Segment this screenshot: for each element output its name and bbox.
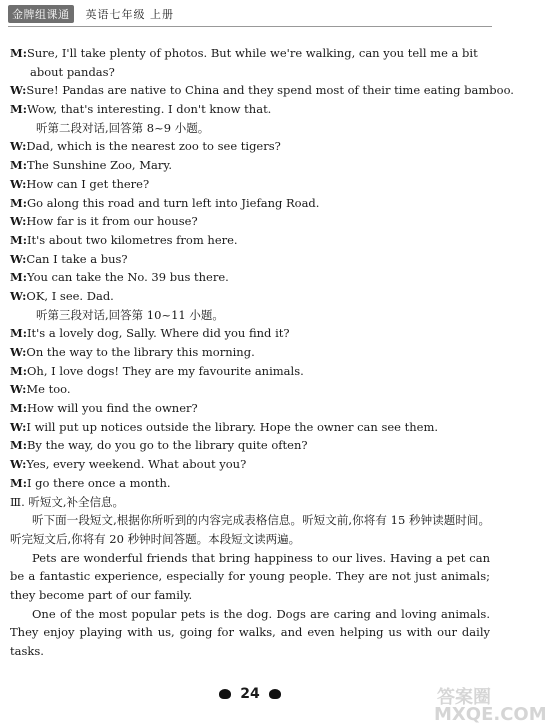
watermark-logo: 答案圈 MXQE.COM	[434, 687, 547, 725]
line-text: about pandas?	[30, 64, 115, 79]
dialogue-line	[10, 287, 490, 306]
section-line	[10, 306, 490, 325]
line-text: You can take the No. 39 bus there.	[26, 270, 229, 285]
line-text: It's a lovely dog, Sally. Where did you find it?	[26, 326, 290, 341]
speaker-label: M:	[10, 195, 27, 210]
line-text: How will you find the owner?	[26, 401, 198, 416]
speaker-label: M:	[10, 102, 27, 117]
line-text: I go there once a month.	[26, 475, 171, 490]
passage	[10, 511, 490, 661]
leaf-ornament-icon	[269, 689, 281, 699]
header-divider	[8, 26, 492, 27]
speaker-label: M:	[10, 326, 27, 341]
series-logo: 金牌组课通	[8, 5, 74, 23]
speaker-label: W:	[10, 419, 27, 434]
line-text: Can I take a bus?	[26, 251, 128, 266]
line-text: 听第三段对话,回答第 10~11 小题。	[36, 307, 224, 322]
line-text: Sure! Pandas are native to China and they spend most of their time eating bamboo.	[26, 83, 514, 98]
speaker-label: W:	[10, 83, 27, 98]
page-content	[10, 44, 514, 661]
speaker-label: W:	[10, 251, 27, 266]
dialogue-line	[10, 324, 490, 343]
dialogue-line	[10, 380, 490, 399]
speaker-label: W:	[10, 139, 27, 154]
dialogue-line	[10, 44, 490, 63]
line-text: By the way, do you go to the library quite often?	[26, 438, 308, 453]
page-number: 24	[240, 686, 260, 702]
dialogue-line	[10, 194, 490, 213]
dialogue-line	[10, 362, 490, 381]
instruction-paragraph: 听下面一段短文,根据你所听到的内容完成表格信息。听短文前,你将有 15 秒钟读题时间。听完短文后,你将有 20 秒钟时间答题。本段短文读两遍。	[10, 513, 490, 546]
speaker-label: W:	[10, 345, 27, 359]
passage-paragraph: One of the most popular pets is the dog. Dogs are caring and loving animals. They enjoy playing with us, going for walks, and even helping us with our daily tasks.	[10, 606, 490, 659]
speaker-label: M:	[10, 270, 27, 285]
dialogue-line	[10, 231, 490, 250]
line-text: OK, I see. Dad.	[26, 288, 114, 303]
speaker-label: M:	[10, 475, 27, 490]
speaker-label: W:	[10, 457, 27, 472]
passage-paragraph: Pets are wonderful friends that bring happiness to our lives. Having a pet can be a fantastic experience, especially for young people. They are not just animals; they become part of our family.	[10, 550, 490, 602]
line-text: Ⅲ. 听短文,补全信息。	[10, 494, 125, 509]
line-text: Sure, I'll take plenty of photos. But while we're walking, can you tell me a bit	[26, 46, 478, 60]
line-text: Dad, which is the nearest zoo to see tigers?	[26, 139, 281, 154]
dialogue-line	[10, 343, 490, 362]
dialogue-line	[10, 455, 490, 474]
dialogue-line	[10, 100, 490, 119]
dialogue-line	[10, 399, 490, 418]
speaker-label: W:	[10, 214, 27, 229]
book-title: 英语七年级 上册	[85, 8, 174, 21]
line-text: Oh, I love dogs! They are my favourite animals.	[26, 363, 304, 378]
dialogue-line	[10, 418, 490, 437]
line-text: Wow, that's interesting. I don't know that.	[26, 102, 272, 117]
dialogue-line	[10, 81, 514, 100]
speaker-label: M:	[10, 363, 27, 378]
speaker-label: M:	[10, 158, 27, 173]
dialogue-line	[10, 175, 490, 194]
section-line	[10, 63, 490, 82]
line-text: The Sunshine Zoo, Mary.	[26, 158, 172, 173]
dialogue-lines	[10, 44, 514, 511]
line-text: It's about two kilometres from here.	[26, 232, 238, 247]
line-text: Yes, every weekend. What about you?	[26, 457, 247, 472]
line-text: Go along this road and turn left into Jiefang Road.	[26, 195, 320, 210]
dialogue-line	[10, 212, 490, 231]
speaker-label: W:	[10, 288, 27, 303]
page-header	[8, 4, 174, 24]
line-text: How far is it from our house?	[26, 214, 198, 229]
speaker-label: M:	[10, 438, 27, 453]
dialogue-line	[10, 156, 490, 175]
speaker-label: M:	[10, 401, 27, 416]
dialogue-line	[10, 474, 490, 493]
dialogue-line	[10, 436, 490, 455]
speaker-label: W:	[10, 382, 27, 397]
line-text: How can I get there?	[26, 176, 150, 191]
dialogue-line	[10, 137, 490, 156]
line-text: On the way to the library this morning.	[26, 345, 255, 359]
line-text: 听第二段对话,回答第 8~9 小题。	[36, 120, 210, 135]
section-line	[10, 493, 490, 512]
leaf-ornament-icon	[219, 689, 231, 699]
speaker-label: M:	[10, 46, 27, 60]
line-text: Me too.	[26, 382, 71, 397]
speaker-label: W:	[10, 176, 27, 191]
dialogue-line	[10, 268, 490, 287]
speaker-label: M:	[10, 232, 27, 247]
line-text: I will put up notices outside the library. Hope the owner can see them.	[26, 419, 439, 434]
section-line	[10, 119, 490, 138]
page-footer	[0, 686, 500, 702]
dialogue-line	[10, 250, 490, 269]
